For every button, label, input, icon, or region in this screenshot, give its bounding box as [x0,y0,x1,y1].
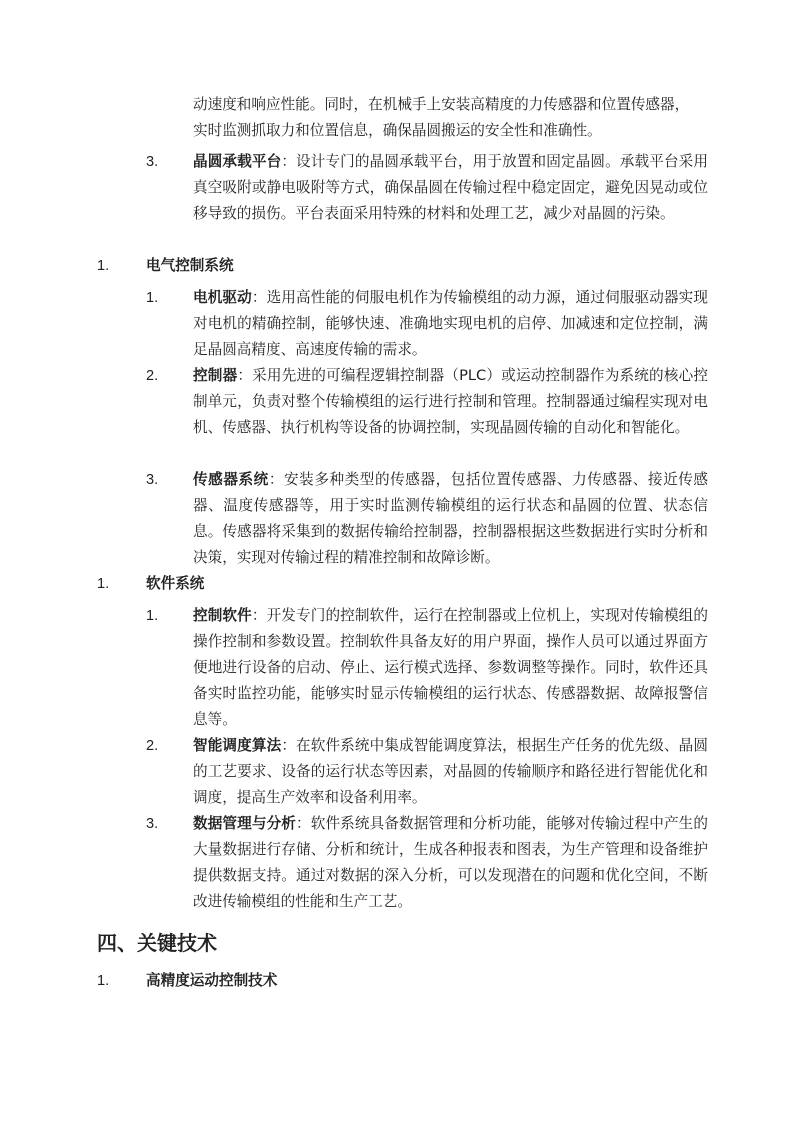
list-item-control-software [193,603,708,733]
item-text: ：开发专门的控制软件，运行在控制器或上位机上，实现对传输模组的操作控制和参数设置。控制软件具备友好的用户界面，操作人员可以通过界面方便地进行设备的启动、停止、运行模式选择、参数调整等操作。同时，软件还具备实时监控功能，能够实时显示传输模组的运行状态、传感器数据、故障报警信息等。 [193,607,708,728]
item-title: 晶圆承载平台 [193,153,282,170]
item-text: ：设计专门的晶圆承载平台，用于放置和固定晶圆。承载平台采用真空吸附或静电吸附等方式，确保晶圆在传输过程中稳定固定，避免因晃动或位移导致的损伤。平台表面采用特殊的材料和处理工艺，减少对晶圆的污染。 [193,153,708,222]
list-number: 2. [146,368,159,384]
list-number: 1. [146,290,159,306]
item-title: 控制器 [193,367,238,384]
section-title-key-tech: 高精度运动控制技术 [146,972,278,989]
list-number: 3. [146,472,159,488]
list-item-motor-drive [193,285,708,363]
list-item-controller [193,363,708,441]
continuation-line-2: 实时监测抓取力和位置信息，确保晶圆搬运的安全性和准确性。 [193,122,602,139]
item-title: 智能调度算法 [193,737,282,754]
item-text: ：在软件系统中集成智能调度算法，根据生产任务的优先级、晶圆的工艺要求、设备的运行状态等因素，对晶圆的传输顺序和路径进行智能优化和调度，提高生产效率和设备利用率。 [193,737,708,806]
list-item-data-management [193,811,708,915]
section-number: 1. [97,973,110,989]
section-heading: 四、关键技术 [97,931,217,955]
list-item-sensor-system [193,467,708,571]
list-item-scheduling-algorithm [193,733,708,811]
item-text: ：选用高性能的伺服电机作为传输模组的动力源，通过伺服驱动器实现对电机的精确控制，能够快速、准确地实现电机的启停、加减速和定位控制，满足晶圆高精度、高速度传输的需求。 [193,289,708,358]
section-number: 1. [97,576,110,592]
section-title-electrical: 电气控制系统 [146,257,234,274]
list-number: 2. [146,738,159,754]
list-number: 3. [146,816,159,832]
item-title: 传感器系统 [193,471,269,488]
continuation-line-1: 动速度和响应性能。同时，在机械手上安装高精度的力传感器和位置传感器， [193,96,690,113]
list-number: 1. [146,608,159,624]
section-number: 1. [97,258,110,274]
section-title-software: 软件系统 [146,575,205,592]
item-text: ：软件系统具备数据管理和分析功能，能够对传输过程中产生的大量数据进行存储、分析和统计，生成各种报表和图表，为生产管理和设备维护提供数据支持。通过对数据的深入分析，可以发现潜在的问题和优化空间，不断改进传输模组的性能和生产工艺。 [193,815,708,910]
item-title: 数据管理与分析 [193,815,297,832]
item-text: ：采用先进的可编程逻辑控制器（PLC）或运动控制器作为系统的核心控制单元，负责对整个传输模组的运行进行控制和管理。控制器通过编程实现对电机、传感器、执行机构等设备的协调控制，实现晶圆传输的自动化和智能化。 [193,367,708,436]
item-text: ：安装多种类型的传感器，包括位置传感器、力传感器、接近传感器、温度传感器等，用于实时监测传输模组的运行状态和晶圆的位置、状态信息。传感器将采集到的数据传输给控制器，控制器根据这些数据进行实时分析和决策，实现对传输过程的精准控制和故障诊断。 [193,471,708,566]
list-number: 3. [146,154,159,170]
item-title: 控制软件 [193,607,252,624]
item-title: 电机驱动 [193,289,252,306]
list-item-wafer-platform [193,149,708,227]
